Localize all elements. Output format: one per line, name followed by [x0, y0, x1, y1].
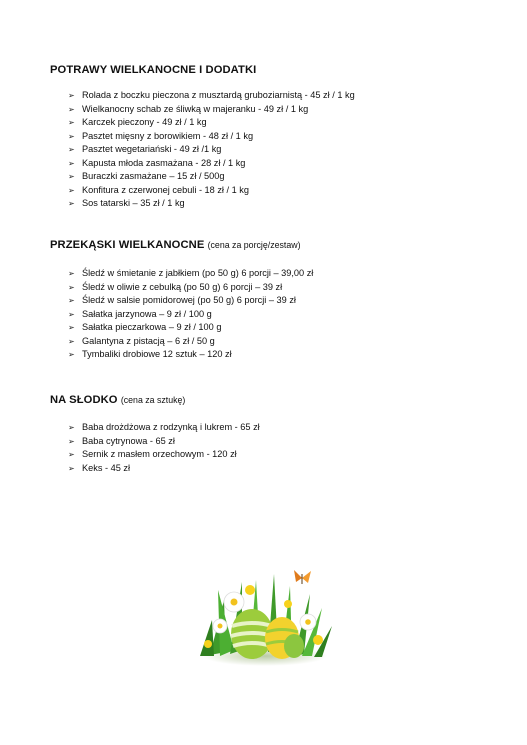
arrow-bullet-icon: ➢ — [68, 158, 75, 168]
list-item — [68, 143, 355, 157]
list-item — [68, 348, 313, 362]
arrow-bullet-icon: ➢ — [68, 436, 75, 446]
arrow-bullet-icon: ➢ — [68, 118, 75, 127]
arrow-bullet-icon: ➢ — [68, 269, 75, 278]
list-item — [68, 294, 313, 308]
arrow-bullet-icon: ➢ — [68, 145, 75, 154]
section-heading — [50, 238, 490, 252]
list-item — [68, 448, 260, 462]
list-item — [68, 116, 355, 130]
arrow-bullet-icon: ➢ — [68, 131, 75, 141]
item-text: Śledź w śmietanie z jabłkiem (po 50 g) 6 porcji – 39,00 zł — [82, 268, 314, 278]
item-text: Galantyna z pistacją – 6 zł / 50 g — [82, 335, 215, 346]
list-item — [68, 321, 313, 335]
list-item — [68, 157, 355, 171]
arrow-bullet-icon: ➢ — [68, 91, 75, 100]
arrow-bullet-icon: ➢ — [68, 336, 75, 346]
item-text: Sernik z masłem orzechowym - 120 zł — [82, 449, 237, 459]
item-text: Sałatka pieczarkowa – 9 zł / 100 g — [82, 322, 222, 332]
item-text: Tymbaliki drobiowe 12 sztuk – 120 zł — [82, 349, 232, 359]
list-item — [68, 197, 355, 211]
section-easter-dishes — [50, 63, 490, 208]
list-item — [68, 281, 313, 295]
item-text: Pasztet wegetariański - 49 zł /1 kg — [82, 144, 222, 154]
list-item — [68, 103, 355, 117]
list-item — [68, 462, 260, 476]
list-item — [68, 421, 260, 435]
section-note: (cena za porcję/zestaw) — [207, 240, 301, 250]
section-heading — [50, 393, 490, 407]
list-item — [68, 435, 260, 449]
arrow-bullet-icon: ➢ — [68, 350, 75, 359]
list-item — [68, 308, 313, 322]
section-heading — [50, 63, 490, 77]
arrow-bullet-icon: ➢ — [68, 323, 75, 332]
section-sweets — [50, 393, 490, 473]
item-text: Kapusta młoda zasmażana - 28 zł / 1 kg — [82, 157, 246, 168]
section-appetizers — [50, 238, 490, 359]
list-item — [68, 170, 355, 184]
list-item — [68, 184, 355, 198]
arrow-bullet-icon: ➢ — [68, 450, 75, 459]
list-item — [68, 130, 355, 144]
item-text: Śledź w salsie pomidorowej (po 50 g) 6 porcji – 39 zł — [82, 295, 296, 305]
section-title: NA SŁODKO — [50, 394, 118, 406]
item-list — [68, 89, 355, 211]
list-item — [68, 89, 355, 103]
arrow-bullet-icon: ➢ — [68, 172, 75, 181]
section-note: (cena za sztukę) — [120, 395, 186, 405]
butterfly-icon — [294, 570, 311, 584]
arrow-bullet-icon: ➢ — [68, 282, 75, 292]
arrow-bullet-icon: ➢ — [68, 296, 75, 305]
easter-eggs-icon — [190, 560, 340, 668]
item-text: Sos tatarski – 35 zł / 1 kg — [82, 198, 185, 208]
item-text: Wielkanocny schab ze śliwką w majeranku - 49 zł / 1 kg — [82, 103, 309, 114]
list-item — [68, 335, 313, 349]
item-text: Karczek pieczony - 49 zł / 1 kg — [82, 117, 207, 127]
arrow-bullet-icon: ➢ — [68, 309, 75, 319]
item-text: Pasztet mięsny z borowikiem - 48 zł / 1 kg — [82, 130, 254, 141]
arrow-bullet-icon: ➢ — [68, 185, 75, 195]
arrow-bullet-icon: ➢ — [68, 199, 75, 208]
item-text: Baba drożdżowa z rodzynką i lukrem - 65 zł — [82, 422, 260, 432]
item-list — [68, 421, 260, 475]
small-egg-shape — [284, 634, 304, 658]
item-text: Buraczki zasmażane – 15 zł / 500g — [82, 171, 225, 181]
easter-eggs-illustration — [190, 560, 340, 668]
arrow-bullet-icon: ➢ — [68, 423, 75, 432]
item-text: Baba cytrynowa - 65 zł — [82, 435, 175, 446]
item-list — [68, 267, 313, 362]
arrow-bullet-icon: ➢ — [68, 104, 75, 114]
item-text: Konfitura z czerwonej cebuli - 18 zł / 1 kg — [82, 184, 249, 195]
arrow-bullet-icon: ➢ — [68, 463, 75, 473]
section-title: POTRAWY WIELKANOCNE I DODATKI — [50, 64, 257, 76]
item-text: Keks - 45 zł — [82, 462, 130, 473]
section-title: PRZEKĄSKI WIELKANOCNE — [50, 239, 205, 251]
item-text: Śledź w oliwie z cebulką (po 50 g) 6 porcji – 39 zł — [82, 281, 283, 292]
item-text: Sałatka jarzynowa – 9 zł / 100 g — [82, 308, 212, 319]
list-item — [68, 267, 313, 281]
item-text: Rolada z boczku pieczona z musztardą gruboziarnistą - 45 zł / 1 kg — [82, 90, 355, 100]
